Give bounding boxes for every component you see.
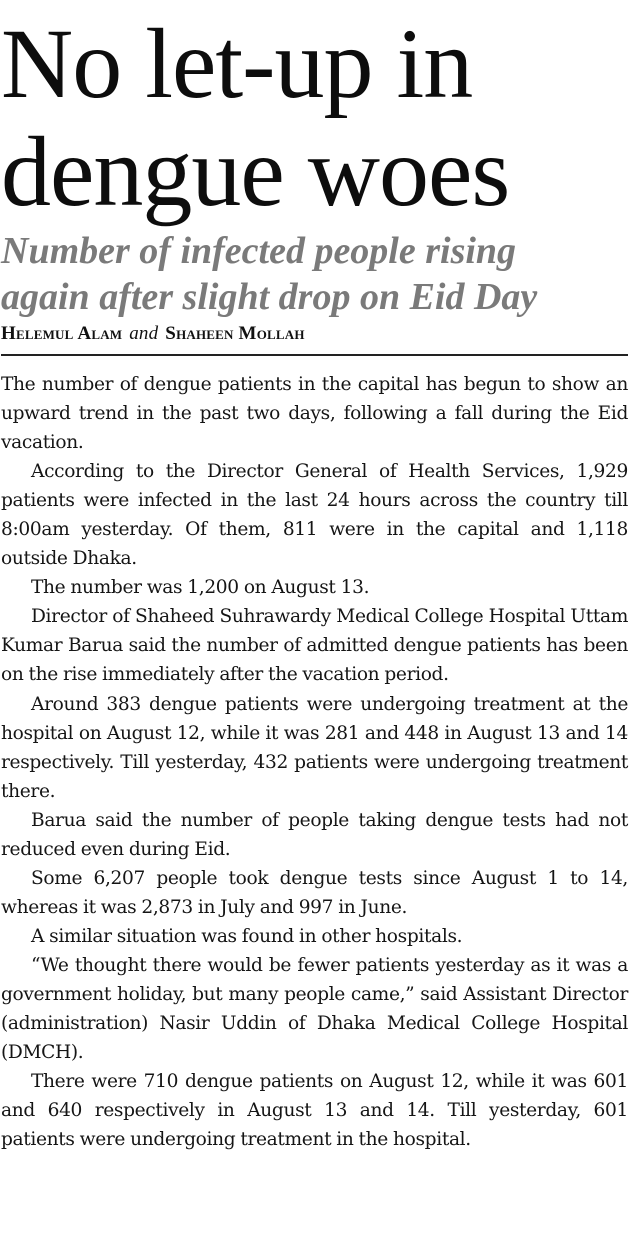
article-body xyxy=(1,370,628,1154)
headline-line-2: dengue woes xyxy=(1,116,510,227)
byline xyxy=(1,322,629,346)
paragraph: Some 6,207 people took dengue tests since August 1 to 14, whereas it was 2,873 in July and 997 in June. xyxy=(1,867,628,918)
subheadline-line-2: again after slight drop on Eid Day xyxy=(1,276,538,318)
paragraph: According to the Director General of Health Services, 1,929 patients were infected in the last 24 hours across the country till 8:00am yesterday. Of them, 811 were in the capital and 1,118 outside Dhaka. xyxy=(1,461,628,570)
paragraph: Director of Shaheed Suhrawardy Medical College Hospital Uttam Kumar Barua said the number of admitted dengue patients has been on the rise immediately after the vacation period. xyxy=(1,606,628,686)
byline-conjunction: and xyxy=(129,323,159,344)
paragraph: Around 383 dengue patients were undergoing treatment at the hospital on August 12, while it was 281 and 448 in August 13 and 14 respectively. Till yesterday, 432 patients were undergoing treatment there. xyxy=(1,693,628,802)
byline-divider xyxy=(1,354,628,356)
headline xyxy=(1,0,629,226)
paragraph: Barua said the number of people taking dengue tests had not reduced even during Eid. xyxy=(1,809,628,860)
headline-line-1: No let-up in xyxy=(1,8,473,119)
paragraph: The number was 1,200 on August 13. xyxy=(31,577,370,599)
byline-author-1: Helemul Alam xyxy=(1,323,123,344)
subheadline-line-1: Number of infected people rising xyxy=(1,230,517,272)
paragraph: The number of dengue patients in the capital has begun to show an upward trend in the past two days, following a fall during the Eid vacation. xyxy=(1,374,628,454)
byline-author-2: Shaheen Mollah xyxy=(165,323,305,344)
paragraph: “We thought there would be fewer patients yesterday as it was a government holiday, but many people came,” said Assistant Director (administration) Nasir Uddin of Dhaka Medical College Hospital (DMCH). xyxy=(1,954,628,1064)
paragraph: A similar situation was found in other hospitals. xyxy=(31,925,463,947)
paragraph: There were 710 dengue patients on August 12, while it was 601 and 640 respectively in August 13 and 14. Till yesterday, 601 patients were undergoing treatment in the hospital. xyxy=(1,1071,628,1151)
subheadline xyxy=(1,228,629,320)
